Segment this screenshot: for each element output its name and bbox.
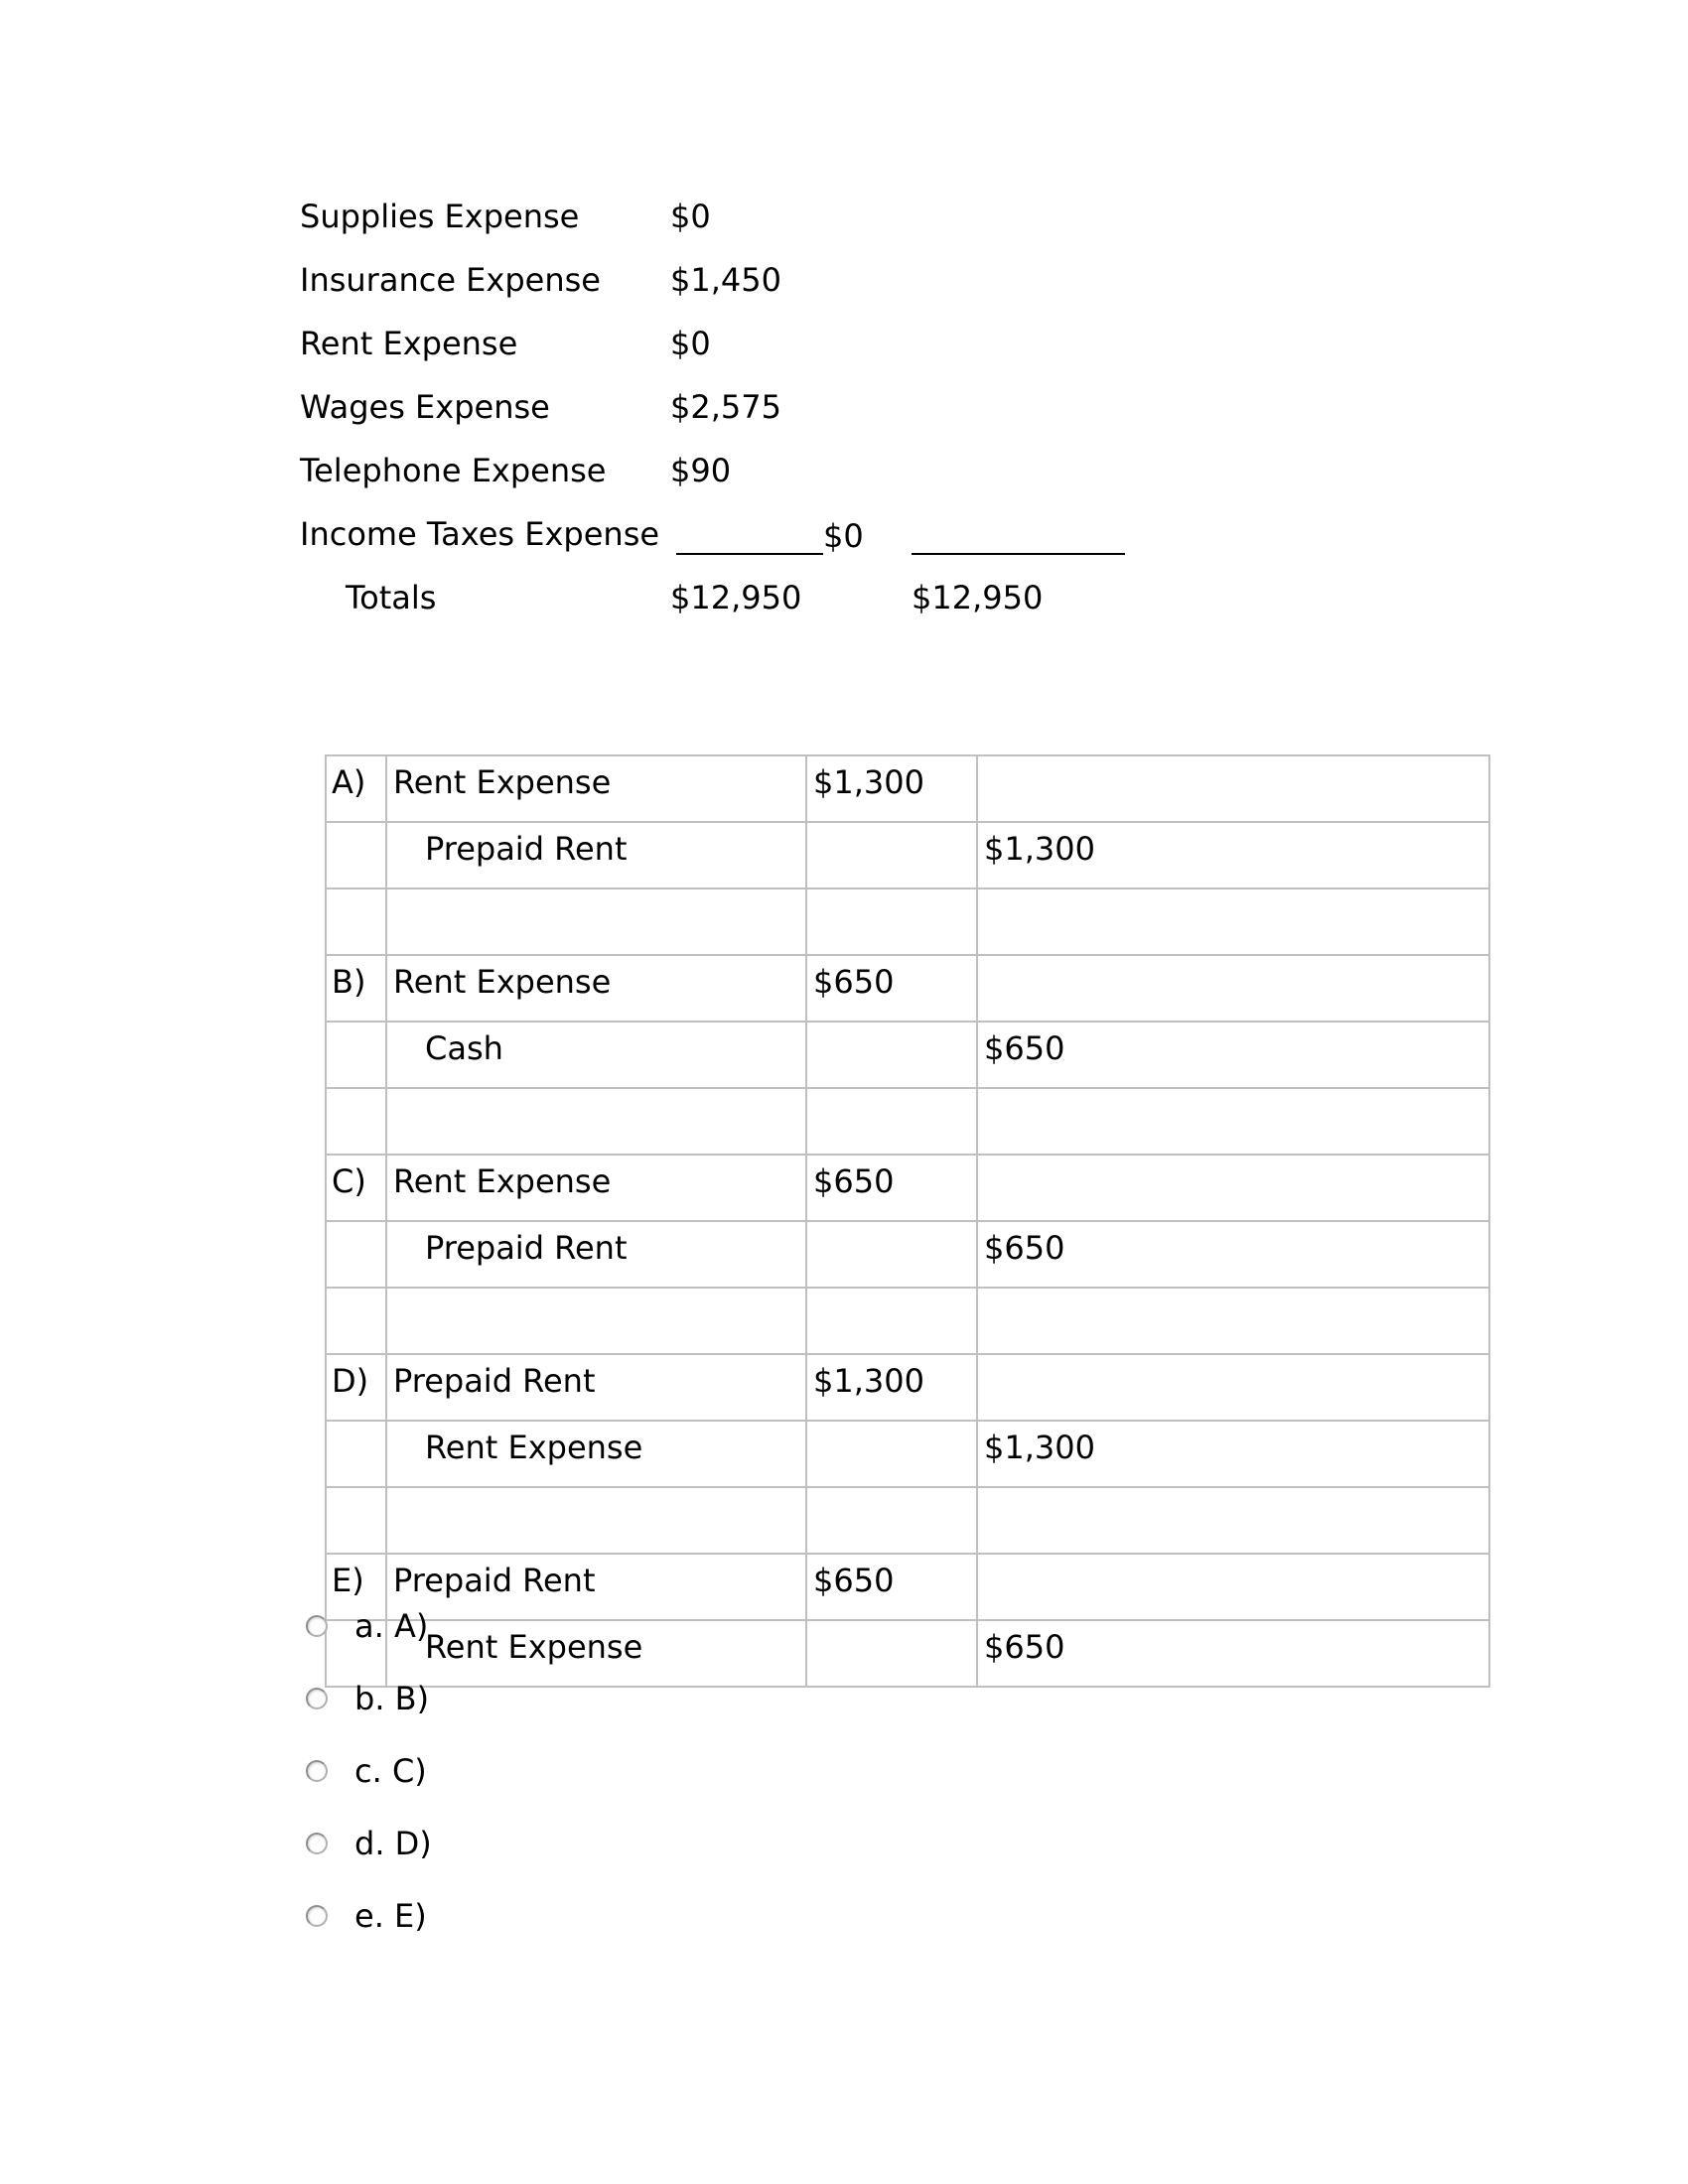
debit-cell [670, 513, 912, 555]
credit-amount-cell: $650 [977, 1022, 1489, 1088]
debit-account-cell: Rent Expense [386, 1155, 806, 1221]
totals-label: Totals [346, 579, 437, 616]
credit-amount-cell: $650 [977, 1620, 1489, 1687]
entry-letter: B) [326, 955, 386, 1022]
debit-amount-cell [806, 1022, 977, 1088]
answer-option-a[interactable] [306, 1589, 432, 1662]
debit-amount-cell [806, 822, 977, 888]
credit-amount-cell: $650 [977, 1221, 1489, 1288]
credit-amount-cell: $1,300 [977, 822, 1489, 888]
totals-debit-amount: $12,950 [670, 579, 802, 616]
entry-e-credit-row [326, 1620, 1489, 1687]
trial-balance-totals-row [300, 566, 1125, 629]
debit-amount-cell [806, 1421, 977, 1487]
radio-button-b[interactable] [306, 1688, 328, 1709]
radio-button-e[interactable] [306, 1905, 328, 1927]
radio-button-d[interactable] [306, 1833, 328, 1854]
entry-a-credit-row [326, 822, 1489, 888]
entry-b-debit-row [326, 955, 1489, 1022]
entry-letter [326, 1421, 386, 1487]
option-label-b: b. B) [354, 1679, 430, 1717]
debit-amount: $0 [670, 198, 711, 235]
credit-blank-underline [912, 513, 1125, 555]
trial-balance-row-income-taxes [300, 502, 1125, 566]
debit-amount-cell: $650 [806, 955, 977, 1022]
debit-amount-cell: $650 [806, 1554, 977, 1620]
entry-d-credit-row [326, 1421, 1489, 1487]
answer-option-b[interactable] [306, 1662, 432, 1734]
debit-amount-cell: $650 [806, 1155, 977, 1221]
account-label: Income Taxes Expense [300, 515, 660, 553]
debit-amount-cell [806, 1221, 977, 1288]
account-label: Supplies Expense [300, 198, 580, 235]
debit-amount: $1,450 [670, 261, 781, 299]
trial-balance-row [300, 375, 1125, 439]
credit-amount-cell [977, 1155, 1489, 1221]
totals-credit-amount: $12,950 [912, 579, 1044, 616]
entry-letter [326, 1221, 386, 1288]
option-label-e: e. E) [354, 1896, 427, 1935]
answer-option-e[interactable] [306, 1879, 432, 1952]
answer-options-group [306, 1589, 432, 1952]
credit-amount-cell [977, 1354, 1489, 1421]
credit-account-cell: Rent Expense [386, 1620, 806, 1687]
debit-amount: $0 [823, 517, 864, 555]
spacer-row [326, 1487, 1489, 1554]
account-label: Wages Expense [300, 388, 550, 426]
radio-button-a[interactable] [306, 1615, 328, 1637]
answer-option-d[interactable] [306, 1807, 432, 1879]
credit-amount-cell: $1,300 [977, 1421, 1489, 1487]
account-label: Telephone Expense [300, 452, 607, 489]
entry-letter: D) [326, 1354, 386, 1421]
debit-amount-cell [806, 1620, 977, 1687]
credit-account-cell: Prepaid Rent [386, 822, 806, 888]
debit-account-cell: Prepaid Rent [386, 1354, 806, 1421]
entry-letter [326, 822, 386, 888]
debit-amount: $0 [670, 325, 711, 362]
answer-option-c[interactable] [306, 1734, 432, 1807]
spacer-row [326, 888, 1489, 955]
account-label: Rent Expense [300, 325, 518, 362]
account-label: Insurance Expense [300, 261, 601, 299]
credit-amount-cell [977, 755, 1489, 822]
option-label-c: c. C) [354, 1751, 427, 1790]
entry-letter: A) [326, 755, 386, 822]
entry-a-debit-row [326, 755, 1489, 822]
trial-balance-section [300, 185, 1125, 629]
entry-c-debit-row [326, 1155, 1489, 1221]
debit-amount-cell: $1,300 [806, 755, 977, 822]
debit-amount-cell: $1,300 [806, 1354, 977, 1421]
trial-balance-row [300, 439, 1125, 502]
debit-amount: $2,575 [670, 388, 781, 426]
entry-e-debit-row [326, 1554, 1489, 1620]
credit-amount-cell [977, 1554, 1489, 1620]
credit-amount-cell [977, 955, 1489, 1022]
credit-account-cell: Rent Expense [386, 1421, 806, 1487]
entry-c-credit-row [326, 1221, 1489, 1288]
trial-balance-row [300, 248, 1125, 312]
debit-account-cell: Rent Expense [386, 755, 806, 822]
journal-entries-table [325, 754, 1490, 1688]
radio-button-c[interactable] [306, 1760, 328, 1782]
option-label-a: a. A) [354, 1606, 429, 1645]
entry-letter: C) [326, 1155, 386, 1221]
trial-balance-row [300, 185, 1125, 248]
entry-b-credit-row [326, 1022, 1489, 1088]
debit-blank-underline [676, 513, 823, 555]
credit-account-cell: Cash [386, 1022, 806, 1088]
entry-letter: E) [326, 1554, 386, 1620]
entry-letter [326, 1022, 386, 1088]
spacer-row [326, 1088, 1489, 1155]
entry-d-debit-row [326, 1354, 1489, 1421]
debit-account-cell: Rent Expense [386, 955, 806, 1022]
debit-amount: $90 [670, 452, 732, 489]
credit-account-cell: Prepaid Rent [386, 1221, 806, 1288]
option-label-d: d. D) [354, 1824, 432, 1862]
trial-balance-row [300, 312, 1125, 375]
debit-account-cell: Prepaid Rent [386, 1554, 806, 1620]
spacer-row [326, 1288, 1489, 1354]
